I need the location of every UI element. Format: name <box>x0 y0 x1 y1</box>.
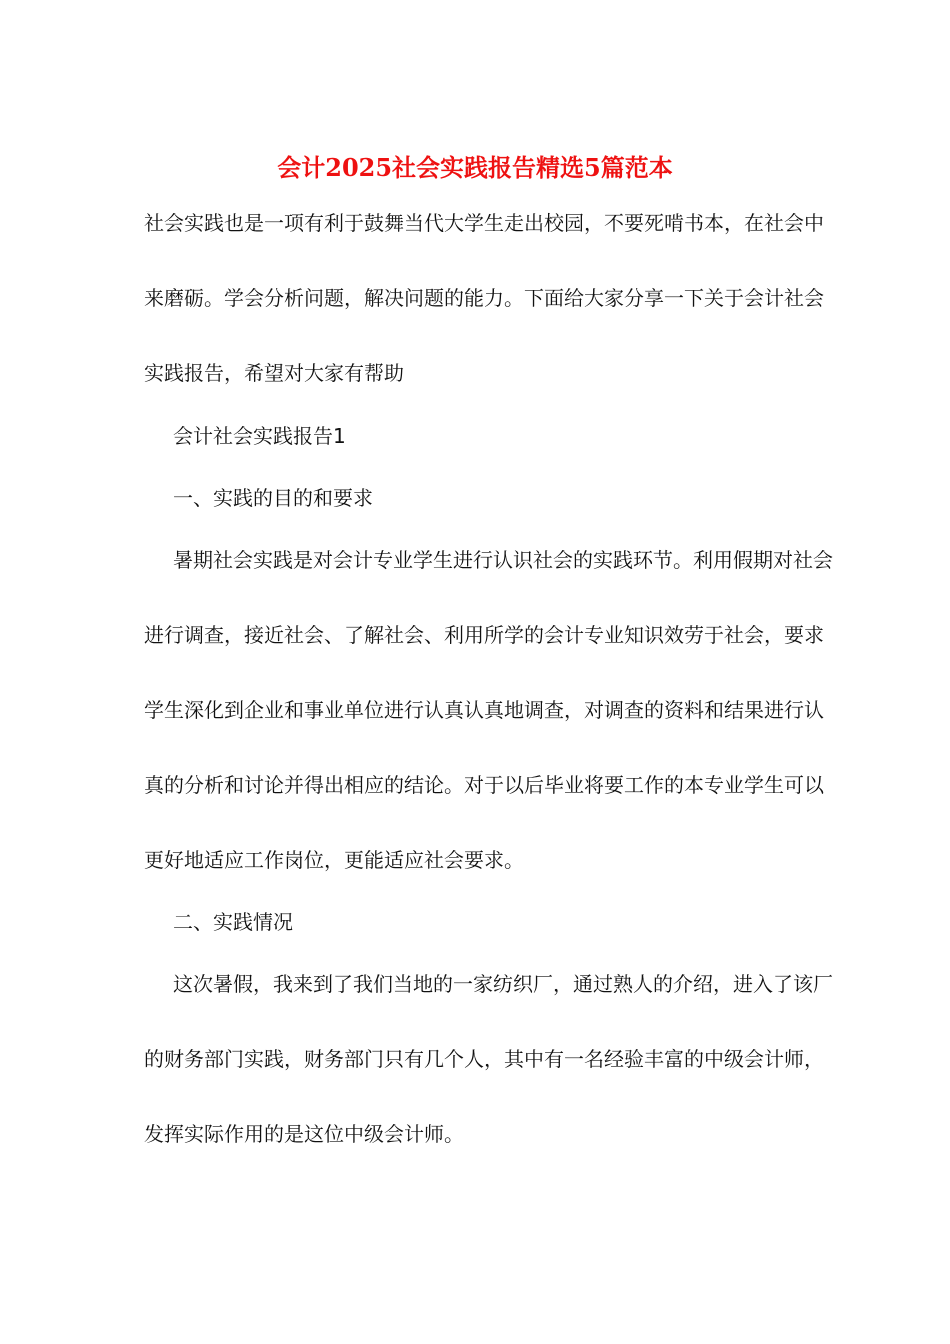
section-2-heading: 二、实践情况 <box>173 910 293 934</box>
document-title: 会计2025社会实践报告精选5篇范本 <box>277 153 673 182</box>
report-heading: 会计社会实践报告1 <box>173 424 346 448</box>
section-2-line-3: 发挥实际作用的是这位中级会计师。 <box>144 1122 464 1146</box>
section-1-line-3: 学生深化到企业和事业单位进行认真认真地调查，对调查的资料和结果进行认 <box>144 698 824 722</box>
intro-line-1: 社会实践也是一项有利于鼓舞当代大学生走出校园，不要死啃书本，在社会中 <box>144 211 824 235</box>
section-1-line-4: 真的分析和讨论并得出相应的结论。对于以后毕业将要工作的本专业学生可以 <box>144 773 824 797</box>
section-1-line-5: 更好地适应工作岗位，更能适应社会要求。 <box>144 848 524 872</box>
section-1-line-1: 暑期社会实践是对会计专业学生进行认识社会的实践环节。利用假期对社会 <box>173 548 833 572</box>
section-2-line-1: 这次暑假，我来到了我们当地的一家纺织厂，通过熟人的介绍，进入了该厂 <box>173 972 833 996</box>
section-1-line-2: 进行调查，接近社会、了解社会、利用所学的会计专业知识效劳于社会，要求 <box>144 623 824 647</box>
section-2-line-2: 的财务部门实践，财务部门只有几个人，其中有一名经验丰富的中级会计师， <box>144 1047 824 1071</box>
intro-line-2: 来磨砺。学会分析问题，解决问题的能力。下面给大家分享一下关于会计社会 <box>144 286 824 310</box>
intro-line-3: 实践报告，希望对大家有帮助 <box>144 361 404 385</box>
section-1-heading: 一、实践的目的和要求 <box>173 486 373 510</box>
